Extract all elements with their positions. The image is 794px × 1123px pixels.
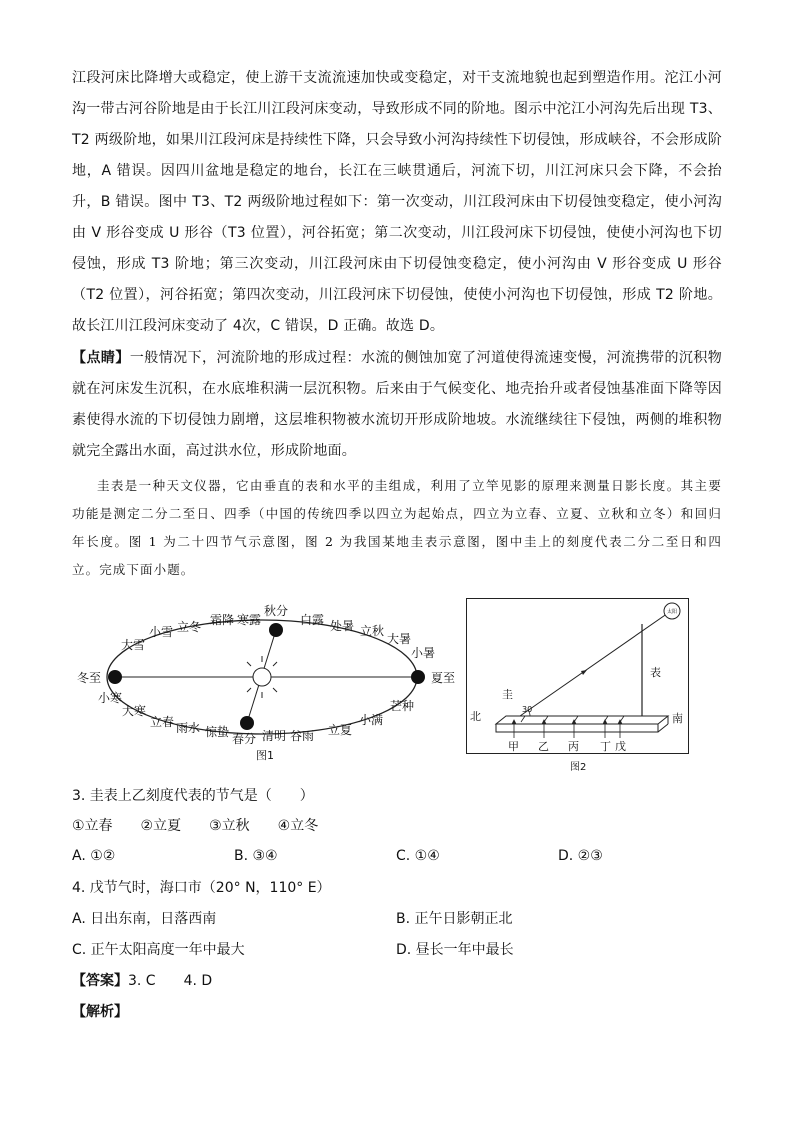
- explanation-paragraph: 江段河床比降增大或稳定，使上游干支流流速加快或变稳定，对干支流地貌也起到塑造作用。沱江小河沟一带古河谷阶地是由于长江川江段河床变动，导致形成不同的阶地。图示中沱江小河沟先后出现 T3、T2 两级阶地，如果川江段河床是持续性下降，只会导致小河沟持续性下切侵蚀，形成峡谷，不会形成阶地，A 错误。因四川盆地是稳定的地台，长江在三峡贯通后，河流下切，川江河床只会下降，不会抬升，B 错误。图中 T3、T2 两级阶地过程如下：第一次变动，川江段河床由下切侵蚀变稳定，使小河沟由 V 形谷变成 U 形谷（T3 位置），河谷拓宽；第二次变动，川江段河床下切侵蚀，使使小河沟也下切侵蚀，形成 T3 阶地；第三次变动，川江段河床由下切侵蚀变稳定，使小河沟由 V 形谷变成 U 形谷（T2 位置），河谷拓宽；第四次变动，川江段河床下切侵蚀，使使小河沟也下切侵蚀，形成 T2 阶地。故长江川江段河床变动了 4次，C 错误，D 正确。故选 D。: [72, 70, 722, 334]
- question-3-items: ①立春 ②立夏 ③立秋 ④立冬: [72, 818, 319, 834]
- figure-2-gnomon-diagram: [466, 598, 694, 778]
- term-xiaoshu: 小暑: [411, 646, 436, 660]
- sun-label: 太阳: [666, 609, 678, 615]
- term-lichun: 立春: [150, 715, 175, 729]
- mark-wu: 戊: [615, 740, 626, 753]
- term-xiaoxue: 小雪: [149, 625, 174, 639]
- tip-label: 【点睛】: [72, 350, 130, 366]
- term-yushui: 雨水: [176, 721, 201, 735]
- answer-line: [72, 971, 212, 991]
- term-dongzhi: 冬至: [77, 671, 102, 685]
- term-xiaoman: 小满: [359, 713, 384, 727]
- question-4-stem: 4. 戊节气时，海口市（20° N，110° E）: [72, 880, 331, 896]
- earth-xiazhi: [411, 670, 425, 684]
- q4-option-c[interactable]: C. 正午太阳高度一年中最大: [72, 942, 245, 958]
- term-qiufen: 秋分: [264, 604, 289, 618]
- term-liqiu: 立秋: [360, 624, 385, 638]
- q3-option-c[interactable]: C. ①④: [396, 848, 440, 864]
- q3-option-a[interactable]: A. ①②: [72, 848, 116, 864]
- tip-text: 一般情况下，河流阶地的形成过程：水流的侧蚀加宽了河道使得流速变慢，河流携带的沉积物就在河床发生沉积，在水底堆积满一层沉积物。后来由于气候变化、地壳抬升或者侵蚀基准面下降等因素使得水流的下切侵蚀力剧增，这层堆积物被水流切开形成阶地坡。水流继续往下侵蚀，两侧的堆积物就完全露出水面，高过洪水位，形成阶地面。: [72, 350, 722, 459]
- analysis-label: 【解析】: [72, 1004, 128, 1020]
- gui-label: 圭: [502, 688, 513, 701]
- figure-1-caption: 图1: [256, 749, 274, 762]
- mark-bing: 丙: [568, 740, 579, 753]
- north-label: 北: [470, 710, 481, 723]
- term-dahan: 大寒: [122, 704, 147, 718]
- term-daxue: 大雪: [121, 638, 146, 652]
- mark-yi: 乙: [538, 740, 549, 753]
- answer-label: 【答案】: [72, 973, 128, 989]
- mark-jia: 甲: [508, 740, 519, 753]
- angle-label: 30: [522, 705, 533, 714]
- q4-option-d[interactable]: D. 昼长一年中最长: [396, 942, 514, 958]
- term-chunfen: 春分: [232, 732, 257, 746]
- term-xiazhi: 夏至: [431, 671, 456, 685]
- tip-paragraph: [72, 343, 722, 467]
- earth-dongzhi: [108, 670, 122, 684]
- q3-option-b[interactable]: B. ③④: [234, 848, 278, 864]
- question-intro: 圭表是一种天文仪器，它由垂直的表和水平的圭组成，利用了立竿见影的原理来测量日影长度。其主要功能是测定二分二至日、四季（中国的传统四季以四立为起始点，四立为立春、立夏、立秋和立冬）和回归年长度。图 1 为二十四节气示意图，图 2 为我国某地圭表示意图，图中圭上的刻度代表二分二至日和四立。完成下面小题。: [72, 478, 722, 577]
- term-qingming: 清明: [262, 729, 287, 743]
- figure-2-caption: 图2: [570, 762, 587, 773]
- term-dashu: 大暑: [387, 632, 412, 646]
- term-guyu: 谷雨: [290, 729, 315, 743]
- analysis-line: [72, 1002, 128, 1022]
- term-xiaohan: 小寒: [98, 691, 123, 705]
- term-lixia: 立夏: [328, 723, 353, 737]
- term-chushu: 处暑: [330, 619, 355, 633]
- term-shuangjiang: 霜降: [210, 613, 235, 627]
- term-lidong: 立冬: [177, 620, 202, 634]
- term-hanlu: 寒露: [237, 613, 262, 627]
- q4-option-a[interactable]: A. 日出东南，日落西南: [72, 911, 217, 927]
- q4-option-b[interactable]: B. 正午日影朝正北: [396, 911, 513, 927]
- question-3-stem: 3. 圭表上乙刻度代表的节气是（ ）: [72, 788, 314, 804]
- figure-1-solar-terms-diagram: [70, 600, 470, 770]
- biao-label: 表: [650, 666, 661, 679]
- answer-text: 3. C 4. D: [128, 973, 213, 989]
- mark-ding: 丁: [600, 740, 611, 753]
- term-jingzhe: 惊蛰: [205, 725, 230, 739]
- term-bailu: 白露: [300, 613, 325, 627]
- south-label: 南: [672, 712, 683, 725]
- earth-chunfen: [240, 716, 254, 730]
- term-mangzhong: 芒种: [390, 699, 415, 713]
- q3-option-d[interactable]: D. ②③: [558, 848, 603, 864]
- earth-qiufen: [269, 623, 283, 637]
